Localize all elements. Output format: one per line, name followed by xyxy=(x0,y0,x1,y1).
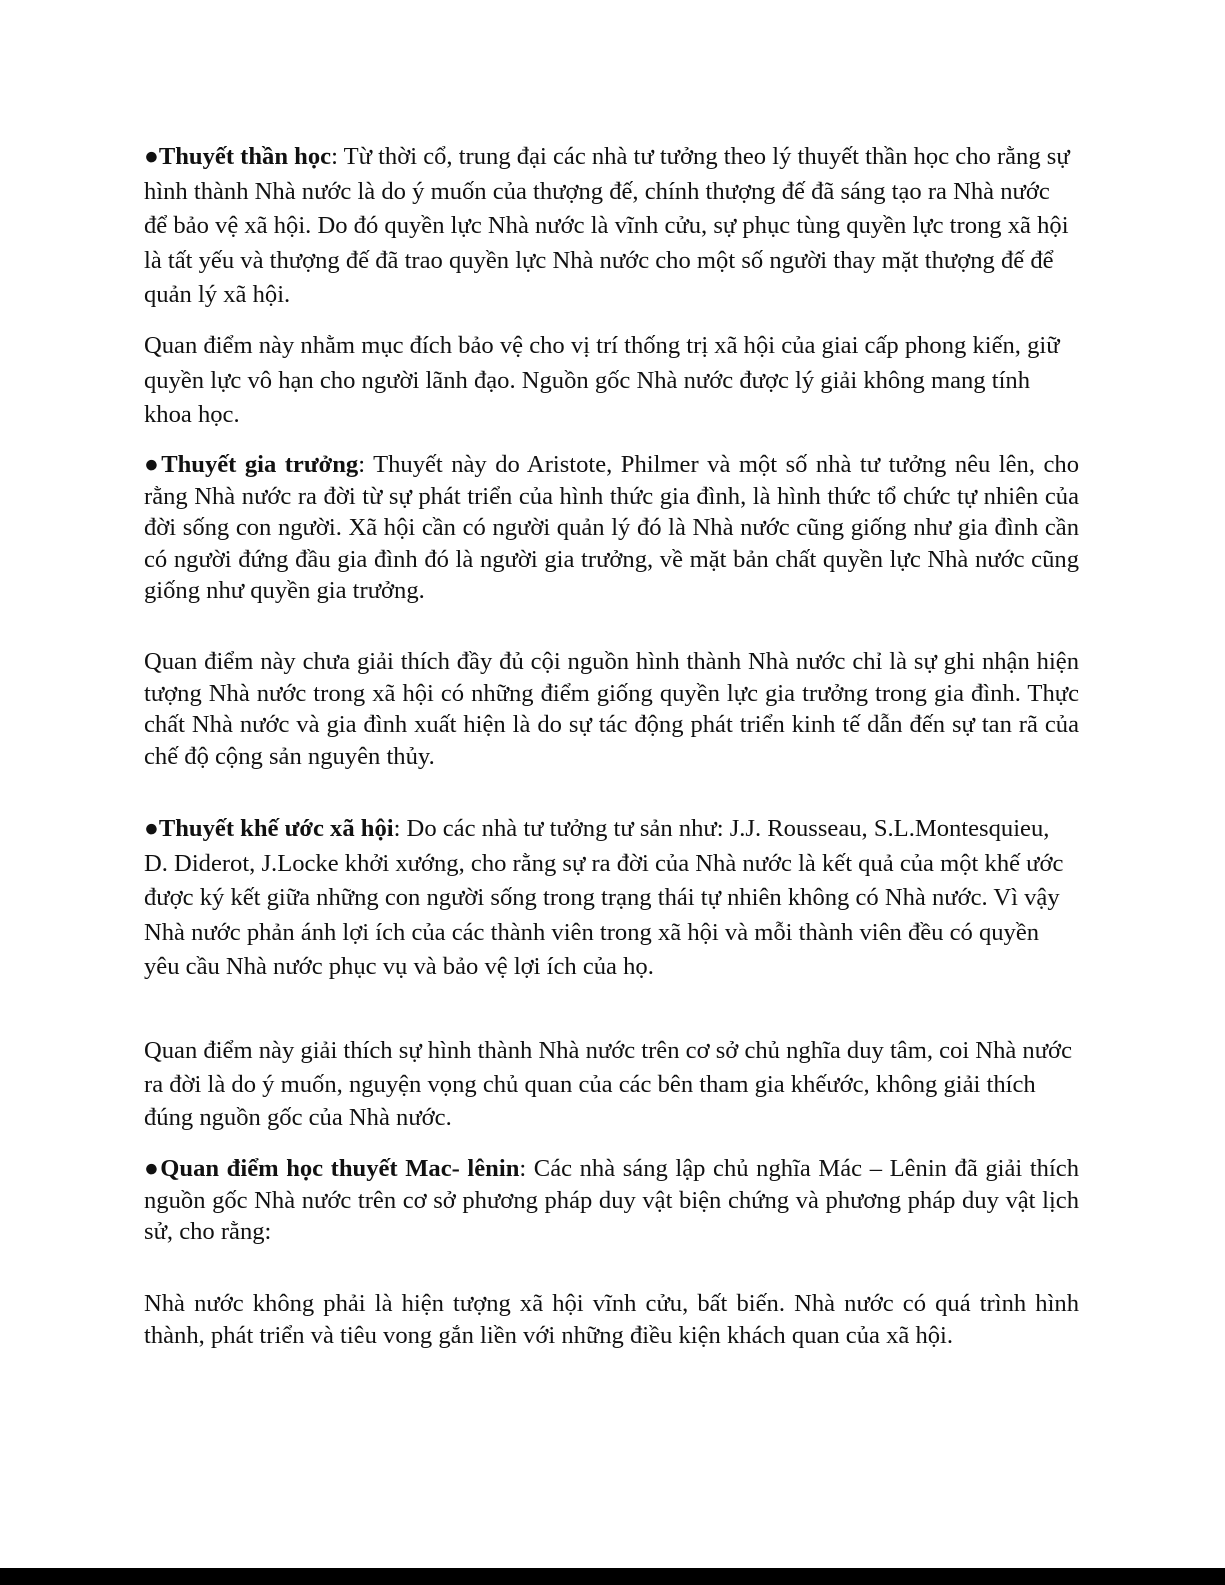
paragraph-social-contract-assessment xyxy=(144,1034,1079,1135)
paragraph-theology-theory xyxy=(144,140,1079,313)
paragraph-social-contract-theory xyxy=(144,812,1079,985)
page-bottom-border xyxy=(0,1568,1225,1585)
paragraph-marxist-conclusion xyxy=(144,1288,1079,1351)
paragraph-marxist-theory xyxy=(144,1153,1079,1248)
paragraph-body: Quan điểm này giải thích sự hình thành Nhà nước trên cơ sở chủ nghĩa duy tâm, coi Nhà nước ra đời là do ý muốn, nguyện vọng chủ quan của các bên tham gia khếước, không giải thích đúng nguồn gốc của Nhà nước. xyxy=(144,1037,1072,1131)
paragraph-patriarchal-theory xyxy=(144,449,1079,607)
paragraph-body: : Thuyết này do Aristote, Philmer và một số nhà tư tưởng nêu lên, cho rằng Nhà nước ra đời từ sự phát triển của hình thức gia đình, là hình thức tổ chức tự nhiên của đời sống con người. Xã hội cần có người quản lý đó là Nhà nước cũng giống như gia đình cần có người đứng đầu gia đình đó là người gia trưởng, về mặt bản chất quyền lực Nhà nước cũng giống như quyền gia trưởng. xyxy=(144,451,1079,605)
paragraph-body: : Các nhà sáng lập chủ nghĩa Mác – Lênin đã giải thích nguồn gốc Nhà nước trên cơ sở phương pháp duy vật biện chứng và phương pháp duy vật lịch sử, cho rằng: xyxy=(144,1155,1080,1246)
paragraph-patriarchal-assessment xyxy=(144,646,1079,772)
heading-patriarchal-theory: ●Thuyết gia trưởng xyxy=(144,451,359,478)
heading-marxist-theory: ●Quan điểm học thuyết Mac- lênin xyxy=(144,1155,520,1182)
heading-theology-theory: ●Thuyết thần học xyxy=(144,143,332,170)
paragraph-body: Nhà nước không phải là hiện tượng xã hội vĩnh cửu, bất biến. Nhà nước có quá trình hình thành, phát triển và tiêu vong gắn liền với những điều kiện khách quan của xã hội. xyxy=(144,1290,1079,1349)
paragraph-theology-assessment xyxy=(144,329,1079,433)
paragraph-body: Quan điểm này nhằm mục đích bảo vệ cho vị trí thống trị xã hội của giai cấp phong kiến, giữ quyền lực vô hạn cho người lãnh đạo. Nguồn gốc Nhà nước được lý giải không mang tính khoa học. xyxy=(144,332,1060,428)
paragraph-body: Quan điểm này chưa giải thích đầy đủ cội nguồn hình thành Nhà nước chỉ là sự ghi nhận hiện tượng Nhà nước trong xã hội có những điểm giống quyền lực gia trưởng trong gia đình. Thực chất Nhà nước và gia đình xuất hiện là do sự tác động phát triển kinh tế dẫn đến sự tan rã của chế độ cộng sản nguyên thủy. xyxy=(144,648,1079,770)
paragraph-body: : Do các nhà tư tưởng tư sản như: J.J. Rousseau, S.L.Montesquieu, D. Diderot, J.Locke khởi xướng, cho rằng sự ra đời của Nhà nước là kết quả của một khế ước được ký kết giữa những con người sống trong trạng thái tự nhiên không có Nhà nước. Vì vậy Nhà nước phản ánh lợi ích của các thành viên trong xã hội và mỗi thành viên đều có quyền yêu cầu Nhà nước phục vụ và bảo vệ lợi ích của họ. xyxy=(144,815,1064,980)
paragraph-body: : Từ thời cổ, trung đại các nhà tư tưởng theo lý thuyết thần học cho rằng sự hình thành Nhà nước là do ý muốn của thượng đế, chính thượng đế đã sáng tạo ra Nhà nước để bảo vệ xã hội. Do đó quyền lực Nhà nước là vĩnh cửu, sự phục tùng quyền lực trong xã hội là tất yếu và thượng đế đã trao quyền lực Nhà nước cho một số người thay mặt thượng đế để quản lý xã hội. xyxy=(144,143,1070,308)
heading-social-contract-theory: ●Thuyết khế ước xã hội xyxy=(144,815,394,842)
